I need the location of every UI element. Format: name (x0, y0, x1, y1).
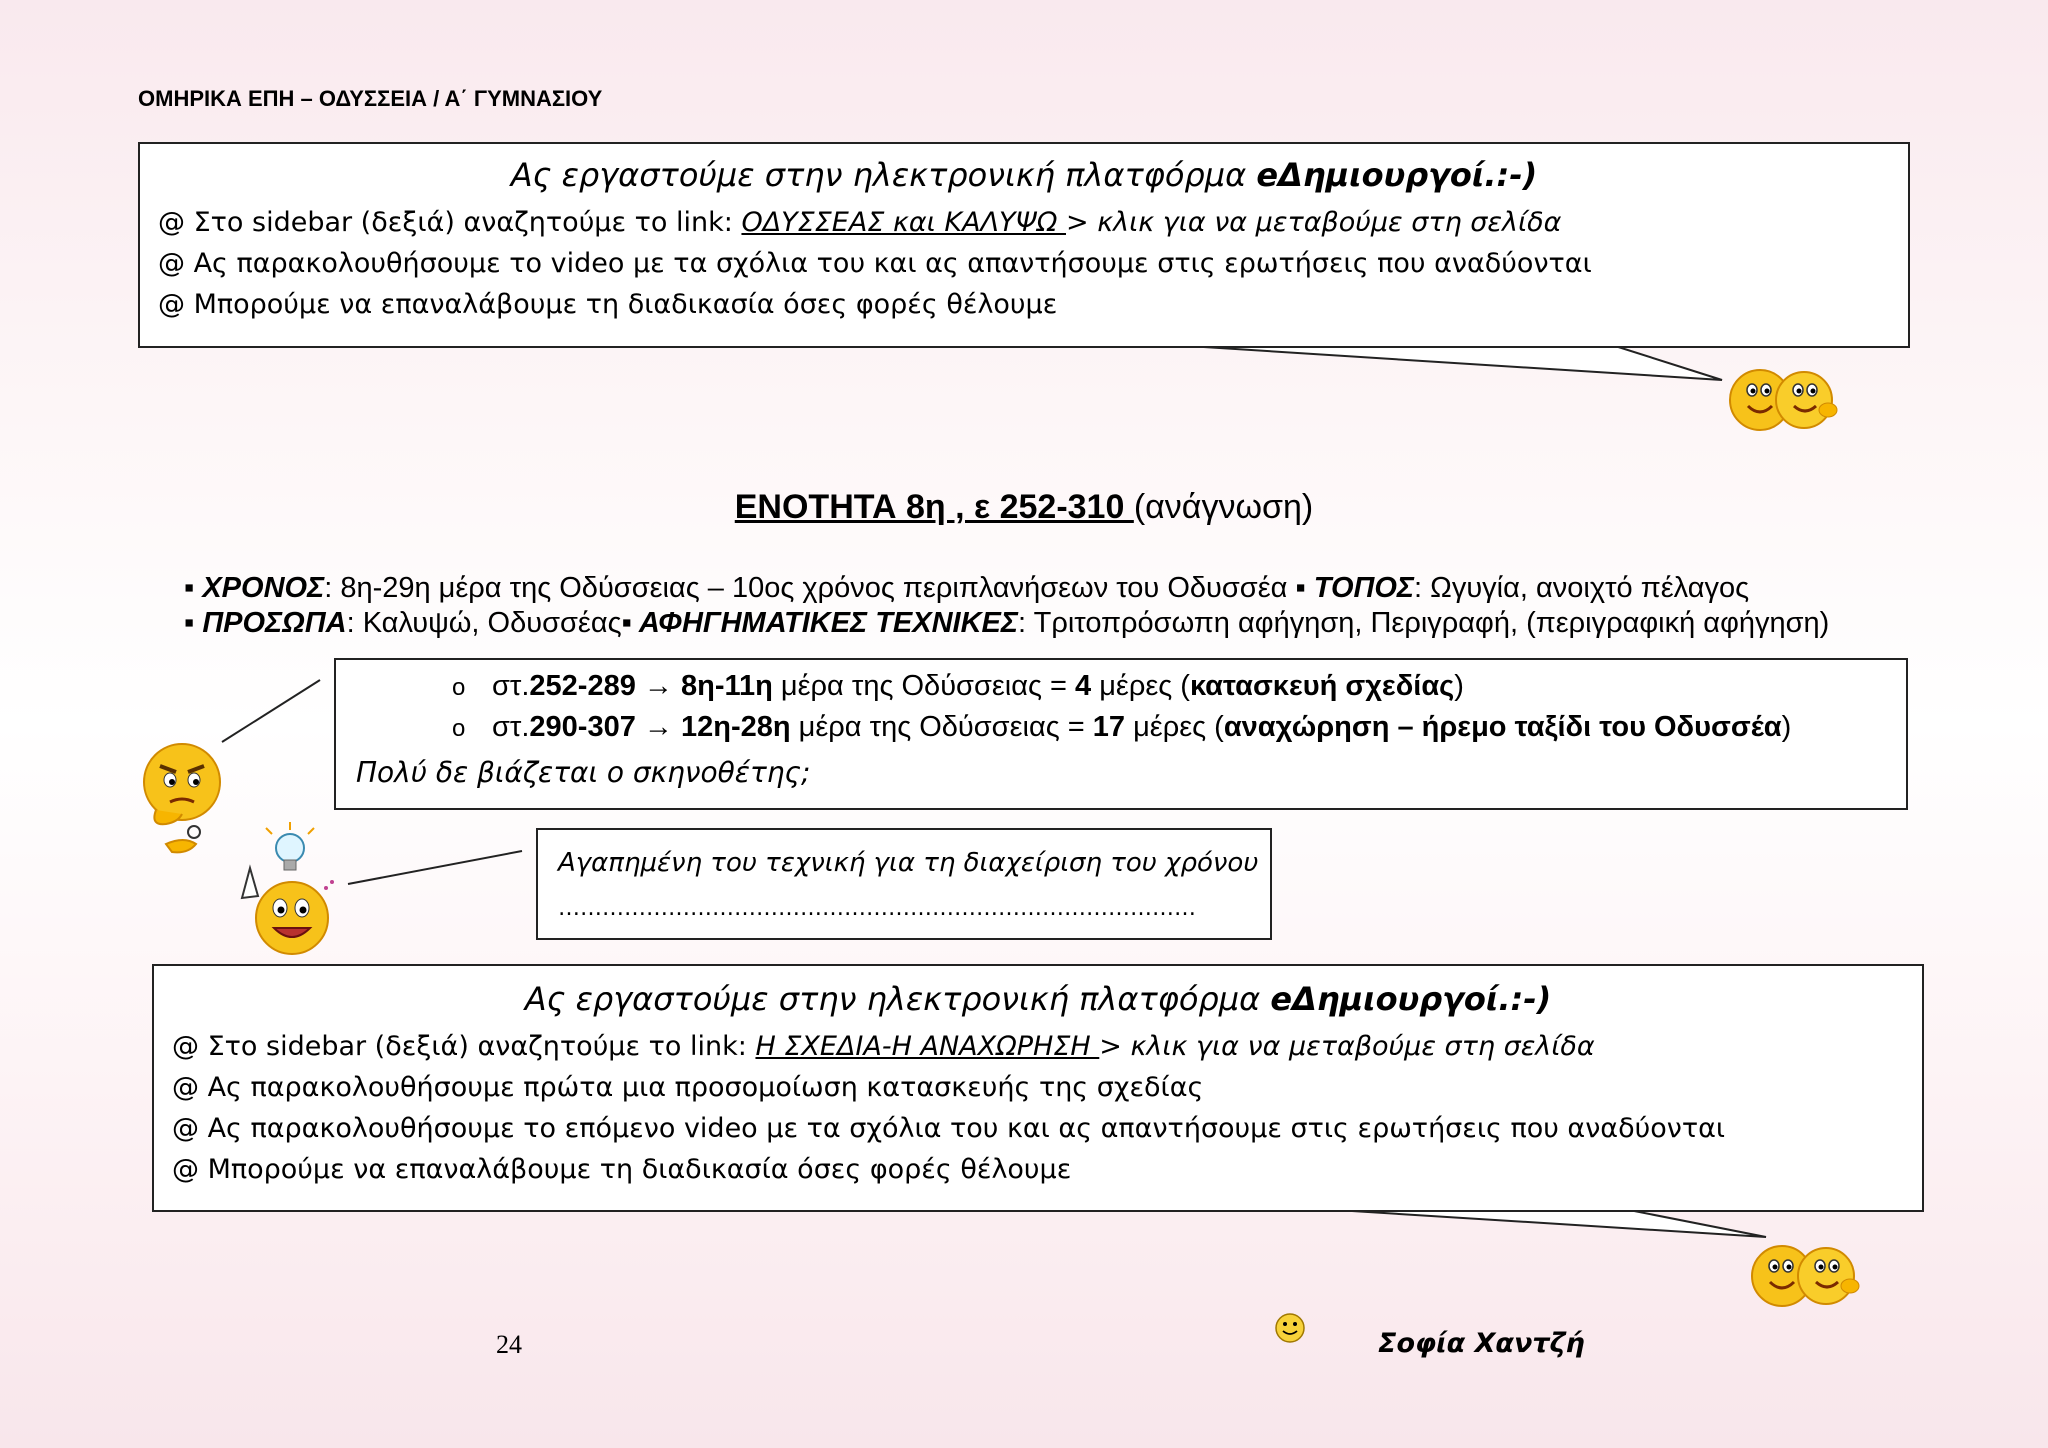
box1-link-odysseas-kalypso[interactable]: ΟΔΥΣΣΕΑΣ και ΚΑΛΥΨΩ (741, 207, 1066, 238)
box2-line-3: @ Ας παρακολουθήσουμε το επόμενο video με τα σχόλια του και ας απαντήσουμε στις ερωτήσεις που αναδύονται (172, 1113, 1726, 1144)
box2-platform-name: eΔημιουργοί.:-) (1270, 980, 1552, 1018)
box1-line-1-post: > κλικ για να μεταβούμε στη σελίδα (1066, 207, 1562, 238)
box2-title-text: Ας εργαστούμε στην ηλεκτρονική πλατφόρμα (524, 980, 1271, 1018)
author-name: Σοφία Χαντζή (1378, 1328, 1585, 1359)
page-number: 24 (496, 1330, 522, 1359)
meta-time-label: ▪ ΧΡΟΝΟΣ (184, 572, 325, 604)
section-title-reading: (ανάγνωση) (1133, 488, 1314, 526)
document-header: ΟΜΗΡΙΚΑ ΕΠΗ – ΟΔΥΣΣΕΙΑ / Α΄ ΓΥΜΝΑΣΙΟΥ (138, 86, 603, 111)
box2-line-1-post: > κλικ για να μεταβούμε στη σελίδα (1099, 1031, 1595, 1062)
meta-place-value: : Ωγυγία, ανοιχτό πέλαγος (1414, 572, 1750, 604)
meta-line-2 (184, 607, 1829, 640)
bullet-icon: o (452, 674, 466, 701)
pointer-line-thinking (222, 680, 320, 742)
bubble-tail-2 (1320, 1209, 1766, 1237)
director-question: Πολύ δε βιάζεται ο σκηνοθέτης; (356, 756, 811, 789)
box1-line-1 (158, 202, 1592, 243)
box2-link-sxedia-anaxorisi[interactable]: Η ΣΧΕΔΙΑ-Η ΑΝΑΧΩΡΗΣΗ (755, 1031, 1100, 1062)
box1-line-2: @ Ας παρακολουθήσουμε το video με τα σχόλια του και ας απαντήσουμε στις ερωτήσεις που αναδύονται (158, 248, 1592, 279)
time-technique-prompt: Αγαπημένη του τεχνική για τη διαχείριση του χρόνου (558, 848, 1259, 878)
time-technique-box (536, 828, 1272, 940)
verses-row-2: o στ.290-307 → 12η-28η μέρα της Οδύσσειας = 17 μέρες (αναχώρηση – ήρεμο ταξίδι του Οδυσσέα) (452, 711, 1792, 743)
box2-line-4: @ Μπορούμε να επαναλάβουμε τη διαδικασία όσες φορές θέλουμε (172, 1154, 1072, 1185)
box2-line-2: @ Ας παρακολουθήσουμε πρώτα μια προσομοίωση κατασκευής της σχεδίας (172, 1072, 1204, 1103)
platform-instructions-box-2 (152, 964, 1924, 1212)
two-smileys-hugging-icon (1728, 366, 1840, 432)
meta-place-label: ▪ ΤΟΠΟΣ (1295, 572, 1415, 604)
box1-line-3: @ Μπορούμε να επαναλάβουμε τη διαδικασία όσες φορές θέλουμε (158, 289, 1058, 320)
box1-title (140, 156, 1908, 194)
bubble-tail-1 (1172, 345, 1722, 380)
meta-techniques-value: : Τριτοπρόσωπη αφήγηση, Περιγραφή, (περιγραφική αφήγηση) (1018, 607, 1830, 639)
verses-box (334, 658, 1908, 810)
verses-row-1-event: κατασκευή σχεδίας (1189, 670, 1455, 702)
box1-line-1-text: @ Στο sidebar (δεξιά) αναζητούμε το link: (158, 207, 742, 238)
verses-row-2-event: αναχώρηση – ήρεμο ταξίδι του Οδυσσέα (1223, 711, 1782, 743)
verses-row-1: o στ.252-289 → 8η-11η μέρα της Οδύσσειας = 4 μέρες (κατασκευή σχεδίας) (452, 670, 1464, 702)
section-title-main: ΕΝΟΤΗΤΑ 8η , ε 252-310 (734, 488, 1134, 526)
answer-blank[interactable]: …………………………………………………………………………… (558, 896, 1196, 921)
box2-line-1 (172, 1026, 1725, 1067)
meta-persons-label: ▪ ΠΡΟΣΩΠΑ (184, 607, 347, 639)
idea-smiley-icon (228, 828, 340, 960)
section-title (0, 488, 2048, 527)
meta-time-value: : 8η-29η μέρα της Οδύσσειας – 10ος χρόνος περιπλανήσεων του Οδυσσέα (324, 572, 1296, 604)
pointer-line-idea (348, 851, 522, 884)
bullet-icon: o (452, 715, 466, 742)
thinking-smiley-icon (138, 740, 228, 860)
meta-techniques-label: ▪ ΑΦΗΓΗΜΑΤΙΚΕΣ ΤΕΧΝΙΚΕΣ (621, 607, 1019, 639)
meta-persons-value: : Καλυψώ, Οδυσσέας (346, 607, 622, 639)
box1-title-text: Ας εργαστούμε στην ηλεκτρονική πλατφόρμα (510, 156, 1257, 194)
meta-line-1 (184, 572, 1749, 605)
box2-title (154, 980, 1922, 1018)
platform-instructions-box-1 (138, 142, 1910, 348)
box2-line-1-text: @ Στο sidebar (δεξιά) αναζητούμε το link: (172, 1031, 756, 1062)
two-smileys-hugging-icon (1750, 1242, 1862, 1308)
box1-platform-name: eΔημιουργοί.:-) (1256, 156, 1538, 194)
small-smiley-icon (1274, 1312, 1306, 1344)
